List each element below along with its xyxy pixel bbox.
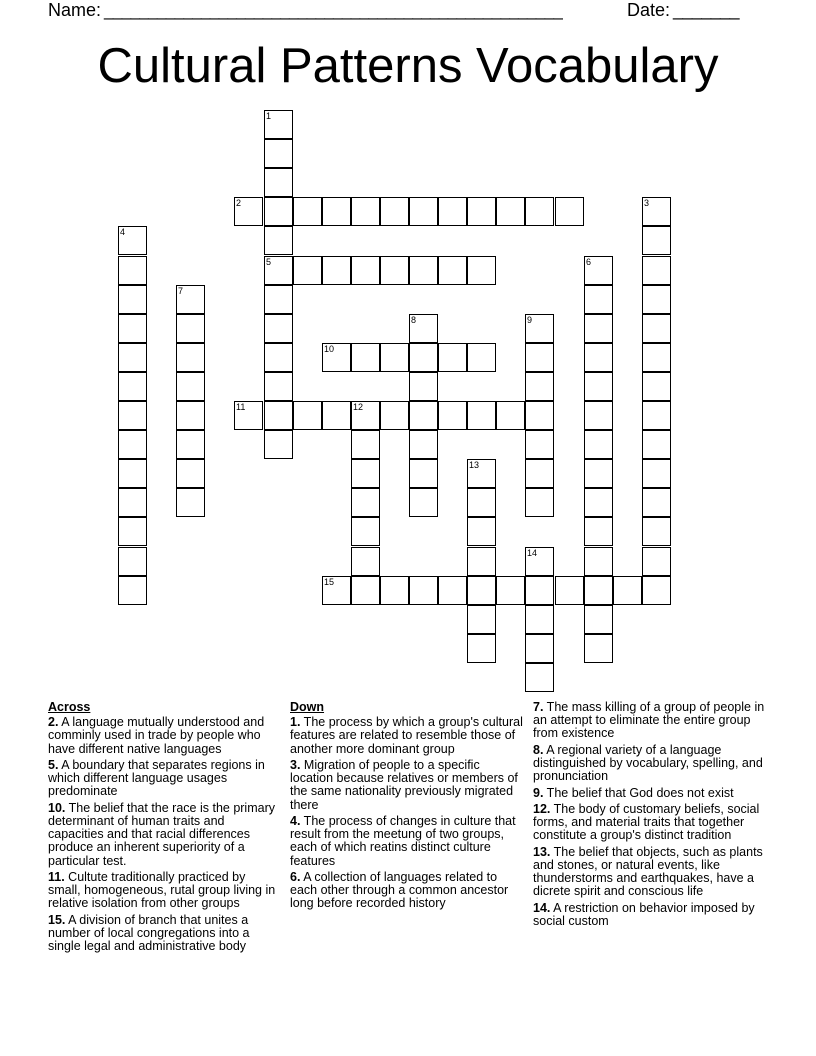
clue-item	[290, 871, 526, 911]
crossword-cell[interactable]	[642, 372, 671, 401]
crossword-cell[interactable]	[118, 576, 147, 605]
crossword-cell[interactable]	[380, 256, 409, 285]
crossword-cell[interactable]	[264, 110, 293, 139]
clue-text: The belief that objects, such as plants and stones, or natural events, like thunderstorms and earthquakes, have a dicrete spirit and conscious life	[533, 844, 763, 899]
crossword-cell[interactable]	[496, 197, 525, 226]
crossword-cell[interactable]	[467, 576, 496, 605]
crossword-cell[interactable]	[467, 343, 496, 372]
name-line[interactable]: ____________________________________________________	[104, 0, 563, 20]
crossword-cell[interactable]	[642, 401, 671, 430]
clue-number-label: 1	[266, 111, 272, 121]
name-label: Name:	[48, 0, 107, 20]
crossword-cell[interactable]	[642, 517, 671, 546]
crossword-cell[interactable]	[584, 605, 613, 634]
crossword-cell[interactable]	[118, 547, 147, 576]
crossword-cell[interactable]	[118, 488, 147, 517]
worksheet-header	[0, 0, 816, 24]
crossword-cell[interactable]	[176, 401, 205, 430]
clue-number: 5.	[48, 758, 59, 772]
clue-number: 12.	[533, 801, 551, 816]
crossword-cell[interactable]	[555, 576, 584, 605]
crossword-cell[interactable]	[293, 256, 322, 285]
crossword-cell[interactable]	[496, 576, 525, 605]
crossword-cell[interactable]	[584, 430, 613, 459]
clue-text: The process by which a group's cultural features are related to resemble those of another more dominant group	[290, 715, 523, 756]
crossword-cell[interactable]	[642, 285, 671, 314]
clue-item	[290, 815, 526, 868]
clue-number: 14.	[533, 900, 551, 915]
crossword-cell[interactable]	[409, 401, 438, 430]
clue-number-label: 13	[469, 460, 480, 470]
clue-number-label: 10	[324, 344, 335, 354]
clue-text: The mass killing of a group of people in an attempt to eliminate the entire group from existence	[533, 700, 765, 741]
crossword-cell[interactable]	[467, 401, 496, 430]
crossword-cell[interactable]	[467, 488, 496, 517]
crossword-cell[interactable]	[351, 197, 380, 226]
crossword-cell[interactable]	[642, 256, 671, 285]
clue-text: The belief that God does not exist	[543, 785, 734, 800]
crossword-cell[interactable]	[409, 256, 438, 285]
crossword-cell[interactable]	[438, 256, 467, 285]
crossword-cell[interactable]	[467, 197, 496, 226]
crossword-cell[interactable]	[438, 401, 467, 430]
crossword-cell[interactable]	[525, 197, 554, 226]
clue-number-label: 8	[411, 315, 417, 325]
crossword-cell[interactable]	[525, 372, 554, 401]
crossword-cell[interactable]	[351, 256, 380, 285]
clue-item	[48, 802, 280, 868]
crossword-cell[interactable]	[293, 401, 322, 430]
clue-number: 13.	[533, 844, 551, 859]
clue-number: 3.	[290, 758, 301, 772]
crossword-cell[interactable]	[234, 197, 263, 226]
crossword-cell[interactable]	[525, 314, 554, 343]
clue-number: 7.	[533, 700, 544, 714]
crossword-cell[interactable]	[584, 517, 613, 546]
crossword-cell[interactable]	[525, 430, 554, 459]
clue-number: 1.	[290, 715, 301, 730]
crossword-cell[interactable]	[584, 343, 613, 372]
date-line[interactable]: _______	[673, 0, 739, 20]
crossword-cell[interactable]	[118, 226, 147, 255]
crossword-cell[interactable]	[351, 343, 380, 372]
clue-text: The belief that the race is the primary determinant of human traits and capacities and that racial differences produce an inherent superiority of a particular test.	[48, 800, 275, 868]
crossword-cell[interactable]	[351, 547, 380, 576]
clue-number-label: 7	[178, 286, 184, 296]
clue-number-label: 12	[353, 402, 364, 412]
crossword-cell[interactable]	[584, 576, 613, 605]
crossword-cell[interactable]	[322, 197, 351, 226]
crossword-cell[interactable]	[322, 401, 351, 430]
clue-number: 8.	[533, 742, 544, 757]
clue-item	[533, 787, 765, 800]
crossword-cell[interactable]	[584, 459, 613, 488]
crossword-cell[interactable]	[380, 401, 409, 430]
clue-number-label: 14	[527, 548, 538, 558]
crossword-cell[interactable]	[322, 343, 351, 372]
crossword-cell[interactable]	[409, 343, 438, 372]
crossword-cell[interactable]	[118, 459, 147, 488]
crossword-cell[interactable]	[584, 634, 613, 663]
clue-text: Cultute traditionally practiced by small, homogeneous, rutal group living in relative isolation from other groups	[48, 870, 276, 911]
clue-text: A restriction on behavior imposed by social custom	[533, 900, 755, 928]
crossword-cell[interactable]	[380, 343, 409, 372]
crossword-cell[interactable]	[584, 256, 613, 285]
crossword-cell[interactable]	[264, 139, 293, 168]
crossword-cell[interactable]	[264, 285, 293, 314]
clue-number: 15.	[48, 912, 66, 927]
clue-text: The process of changes in culture that result from the meetung of two groups, each of which reatins distinct culture features	[290, 814, 516, 868]
crossword-cell[interactable]	[409, 576, 438, 605]
crossword-cell[interactable]	[380, 576, 409, 605]
clue-text: A division of branch that unites a number of local congregations into a single legal and administrative body	[48, 912, 250, 954]
clue-number: 9.	[533, 785, 544, 800]
crossword-cell[interactable]	[584, 401, 613, 430]
crossword-cell[interactable]	[467, 459, 496, 488]
crossword-cell[interactable]	[555, 197, 584, 226]
crossword-cell[interactable]	[351, 517, 380, 546]
clue-number-label: 11	[236, 402, 246, 412]
page-title: Cultural Patterns Vocabulary	[97, 39, 719, 93]
crossword-cell[interactable]	[642, 343, 671, 372]
clue-item	[290, 716, 526, 756]
crossword-cell[interactable]	[525, 547, 554, 576]
crossword-cell[interactable]	[118, 517, 147, 546]
crossword-cell[interactable]	[467, 605, 496, 634]
clue-number: 4.	[290, 814, 301, 828]
crossword-cell[interactable]	[351, 576, 380, 605]
crossword-cell[interactable]	[584, 488, 613, 517]
clue-number-label: 3	[644, 198, 650, 208]
crossword-cell[interactable]	[409, 459, 438, 488]
crossword-cell[interactable]	[118, 314, 147, 343]
crossword-cell[interactable]	[642, 226, 671, 255]
crossword-cell[interactable]	[118, 430, 147, 459]
crossword-cell[interactable]	[642, 197, 671, 226]
clue-number: 2.	[48, 715, 59, 730]
clue-text: A collection of languages related to each other through a common ancestor long before recorded history	[290, 870, 509, 911]
crossword-cell[interactable]	[264, 256, 293, 285]
crossword-cell[interactable]	[525, 663, 554, 692]
clue-item	[533, 701, 765, 741]
crossword-cell[interactable]	[264, 168, 293, 197]
crossword-cell[interactable]	[264, 372, 293, 401]
crossword-cell[interactable]	[118, 256, 147, 285]
down-clues-continued	[533, 701, 765, 931]
crossword-cell[interactable]	[409, 430, 438, 459]
clue-item	[533, 846, 765, 899]
clue-number: 10.	[48, 800, 66, 815]
crossword-cell[interactable]	[176, 343, 205, 372]
crossword-cell[interactable]	[322, 576, 351, 605]
crossword-cell[interactable]	[584, 547, 613, 576]
clue-text: A language mutually understood and comminly used in trade by people who have different native languages	[48, 715, 265, 756]
crossword-cell[interactable]	[642, 547, 671, 576]
clue-item	[533, 744, 765, 784]
crossword-cell[interactable]	[118, 343, 147, 372]
crossword-cell[interactable]	[613, 576, 642, 605]
crossword-cell[interactable]	[264, 197, 293, 226]
crossword-cell[interactable]	[438, 197, 467, 226]
crossword-cell[interactable]	[351, 430, 380, 459]
clue-item	[290, 759, 526, 812]
crossword-cell[interactable]	[118, 401, 147, 430]
clue-item	[533, 902, 765, 928]
across-heading: Across	[48, 700, 91, 714]
clue-item	[48, 871, 280, 911]
crossword-cell[interactable]	[525, 488, 554, 517]
down-heading: Down	[290, 700, 325, 714]
crossword-cell[interactable]	[525, 576, 554, 605]
clue-number-label: 6	[586, 257, 592, 267]
clue-number-label: 2	[236, 198, 242, 208]
crossword-cell[interactable]	[525, 343, 554, 372]
crossword-cell[interactable]	[525, 401, 554, 430]
crossword-cell[interactable]	[176, 285, 205, 314]
crossword-cell[interactable]	[264, 343, 293, 372]
crossword-cell[interactable]	[467, 517, 496, 546]
crossword-cell[interactable]	[409, 197, 438, 226]
crossword-cell[interactable]	[438, 576, 467, 605]
clue-number: 6.	[290, 870, 301, 884]
crossword-cell[interactable]	[351, 488, 380, 517]
crossword-cell[interactable]	[118, 285, 147, 314]
crossword-cell[interactable]	[351, 459, 380, 488]
clue-item	[533, 803, 765, 843]
crossword-cell[interactable]	[525, 605, 554, 634]
crossword-cell[interactable]	[438, 343, 467, 372]
down-clues	[290, 701, 526, 914]
crossword-cell[interactable]	[176, 430, 205, 459]
crossword-cell[interactable]	[467, 256, 496, 285]
clue-number-label: 9	[527, 315, 533, 325]
clue-text: A regional variety of a language distinguished by vocabulary, spelling, and pronunciation	[533, 742, 763, 784]
crossword-cell[interactable]	[642, 488, 671, 517]
clue-number: 11.	[48, 870, 65, 884]
crossword-cell[interactable]	[234, 401, 263, 430]
clue-item	[48, 716, 280, 756]
crossword-cell[interactable]	[264, 226, 293, 255]
crossword-cell[interactable]	[409, 488, 438, 517]
crossword-cell[interactable]	[380, 197, 409, 226]
clue-number-label: 4	[120, 227, 126, 237]
crossword-cell[interactable]	[467, 634, 496, 663]
clue-item	[48, 759, 280, 799]
crossword-cell[interactable]	[176, 372, 205, 401]
clue-text: A boundary that separates regions in which different language usages predominate	[48, 758, 265, 799]
crossword-cell[interactable]	[351, 401, 380, 430]
crossword-cell[interactable]	[642, 314, 671, 343]
clue-number-label: 5	[266, 257, 272, 267]
crossword-cell[interactable]	[176, 488, 205, 517]
crossword-cell[interactable]	[293, 197, 322, 226]
clue-number-label: 15	[324, 577, 335, 587]
across-clues	[48, 701, 280, 957]
crossword-cell[interactable]	[525, 459, 554, 488]
crossword-cell[interactable]	[642, 459, 671, 488]
crossword-cell[interactable]	[642, 576, 671, 605]
crossword-cell[interactable]	[409, 372, 438, 401]
crossword-cell[interactable]	[176, 459, 205, 488]
crossword-cell[interactable]	[496, 401, 525, 430]
clue-text: The body of customary beliefs, social forms, and material traits that together constitute a group's distinct tradition	[533, 801, 760, 843]
crossword-cell[interactable]	[525, 634, 554, 663]
crossword-cell[interactable]	[322, 256, 351, 285]
crossword-cell[interactable]	[176, 314, 205, 343]
crossword-cell[interactable]	[118, 372, 147, 401]
crossword-cell[interactable]	[409, 314, 438, 343]
crossword-cell[interactable]	[642, 430, 671, 459]
date-label: Date:	[627, 0, 676, 20]
crossword-cell[interactable]	[584, 314, 613, 343]
crossword-cell[interactable]	[584, 285, 613, 314]
crossword-cell[interactable]	[584, 372, 613, 401]
crossword-cell[interactable]	[264, 401, 293, 430]
crossword-cell[interactable]	[467, 547, 496, 576]
clue-text: Migration of people to a specific location because relatives or members of the same nationality previously migrated there	[290, 758, 518, 812]
crossword-cell[interactable]	[264, 314, 293, 343]
clue-item	[48, 914, 280, 954]
crossword-cell[interactable]	[264, 430, 293, 459]
